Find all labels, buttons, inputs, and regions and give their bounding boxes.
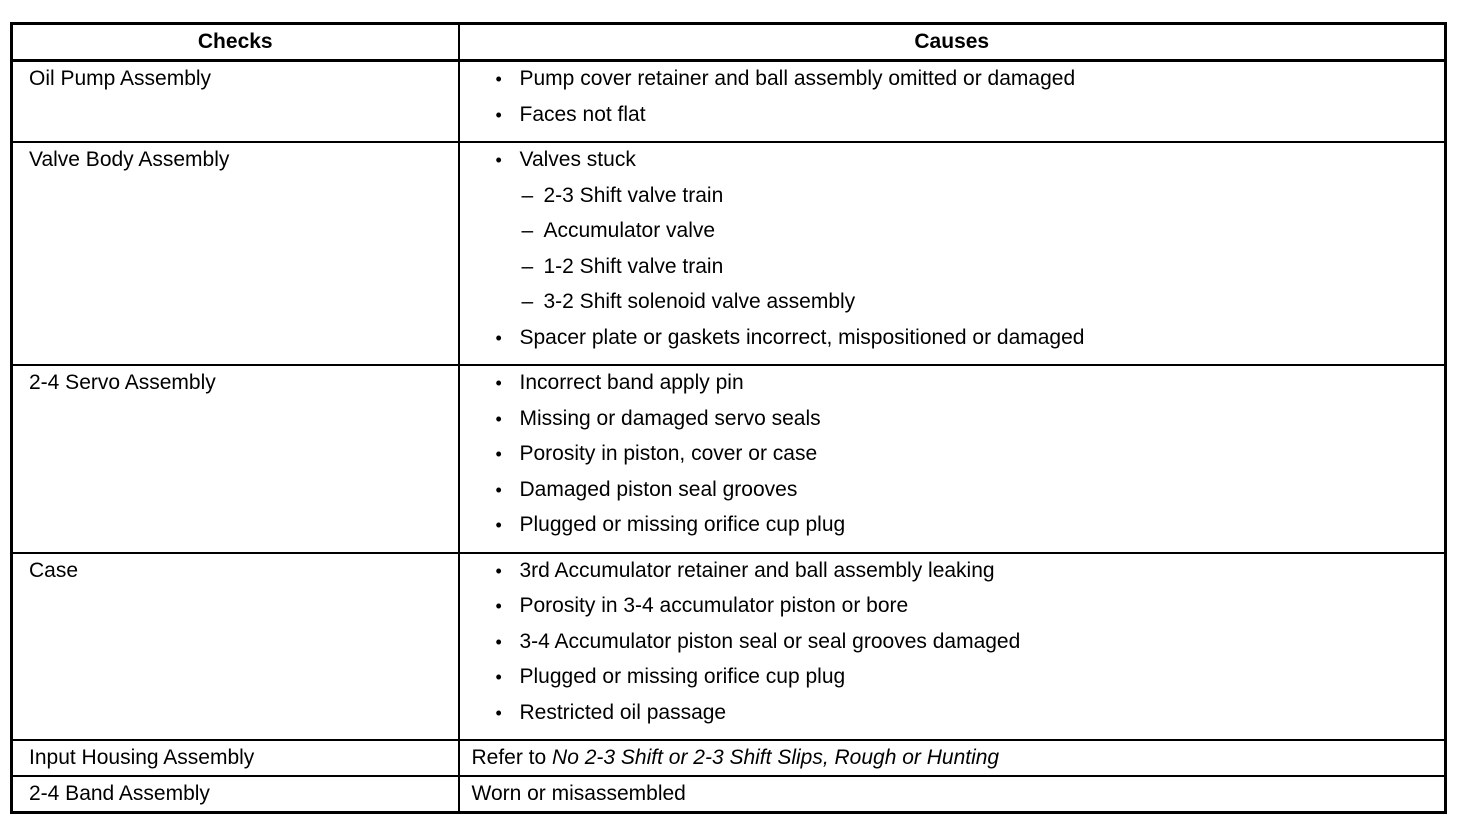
check-cell <box>12 740 459 776</box>
refer-prefix: Refer to <box>471 746 547 769</box>
cause-list <box>496 558 1445 736</box>
table-row <box>12 776 1446 813</box>
check-label: Case <box>29 558 79 582</box>
table-row <box>12 553 1446 741</box>
header-causes: Causes <box>459 24 1446 61</box>
refer-title: No 2-3 Shift or 2-3 Shift Slips, Rough or Hunting <box>552 746 1000 769</box>
cause-item: • Porosity in piston, cover or case <box>496 441 1445 477</box>
cause-subitem: – 3-2 Shift solenoid valve assembly <box>496 289 1445 325</box>
cause-item: • Porosity in 3-4 accumulator piston or bore <box>496 593 1445 629</box>
header-row <box>12 24 1446 61</box>
table-body <box>12 61 1446 813</box>
cause-cell <box>459 553 1446 741</box>
cause-list <box>496 66 1445 137</box>
cause-item: • 3rd Accumulator retainer and ball assembly leaking <box>496 558 1445 594</box>
cause-list <box>496 147 1445 360</box>
check-label: Input Housing Assembly <box>29 746 255 769</box>
diagnosis-table <box>10 22 1447 814</box>
header-checks: Checks <box>12 24 459 61</box>
cause-item: • Valves stuck <box>496 147 1445 183</box>
cause-text: Worn or misassembled <box>471 782 686 805</box>
cause-cell <box>459 365 1446 553</box>
check-cell <box>12 142 459 365</box>
cause-item: • Damaged piston seal grooves <box>496 477 1445 513</box>
cause-list <box>496 370 1445 548</box>
cause-subitem: – Accumulator valve <box>496 218 1445 254</box>
cause-subitem: – 2-3 Shift valve train <box>496 183 1445 219</box>
check-label: Valve Body Assembly <box>29 148 230 171</box>
cause-item: • Restricted oil passage <box>496 700 1445 736</box>
cause-item: • Spacer plate or gaskets incorrect, mispositioned or damaged <box>496 325 1445 361</box>
cause-item: • Pump cover retainer and ball assembly omitted or damaged <box>496 66 1445 102</box>
table-row <box>12 740 1446 776</box>
table-row <box>12 61 1446 143</box>
cause-item: • Plugged or missing orifice cup plug <box>496 664 1445 700</box>
check-cell <box>12 776 459 813</box>
cause-cell <box>459 776 1446 813</box>
cause-item: • Incorrect band apply pin <box>496 370 1445 406</box>
cause-item: • Missing or damaged servo seals <box>496 406 1445 442</box>
cause-item: • Plugged or missing orifice cup plug <box>496 512 1445 548</box>
check-label: 2-4 Servo Assembly <box>29 371 216 394</box>
table-row <box>12 365 1446 553</box>
cause-cell <box>459 61 1446 143</box>
cause-cell <box>459 142 1446 365</box>
check-cell <box>12 365 459 553</box>
table-row <box>12 142 1446 365</box>
check-cell <box>12 553 459 741</box>
check-cell <box>12 61 459 143</box>
cause-item: • Faces not flat <box>496 102 1445 138</box>
cause-cell <box>459 740 1446 776</box>
cause-subitem: – 1-2 Shift valve train <box>496 254 1445 290</box>
check-label: Oil Pump Assembly <box>29 67 212 90</box>
cause-item: • 3-4 Accumulator piston seal or seal grooves damaged <box>496 629 1445 665</box>
check-label: 2-4 Band Assembly <box>29 782 210 805</box>
